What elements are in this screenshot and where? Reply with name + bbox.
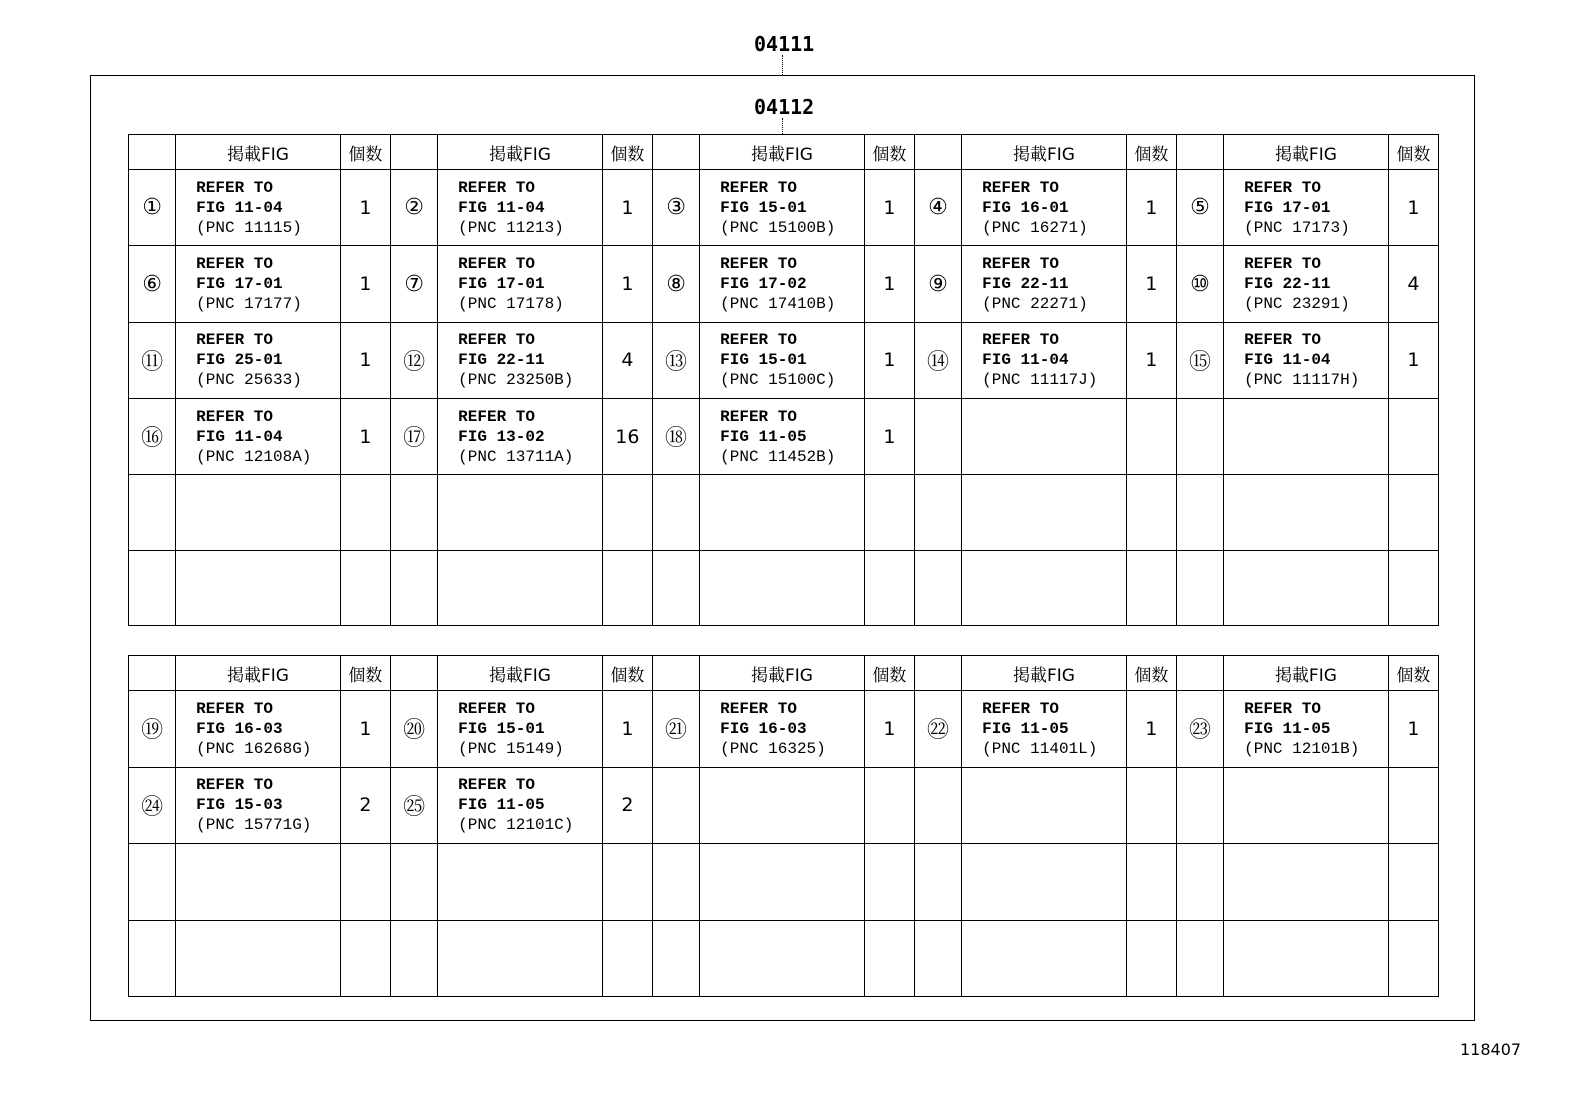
outer-assembly-code: 04111 xyxy=(754,32,815,56)
item-number: ㉔ xyxy=(129,767,176,843)
refer-to-label: REFER TO xyxy=(196,699,273,718)
refer-to-label: REFER TO xyxy=(458,331,535,350)
header-index-cell xyxy=(129,656,176,691)
pnc-code: (PNC 15149) xyxy=(458,739,564,758)
item-number xyxy=(390,475,437,550)
item-number xyxy=(1176,550,1223,625)
quantity xyxy=(340,844,390,920)
quantity xyxy=(1126,399,1176,475)
fig-number: FIG 17-02 xyxy=(720,275,807,294)
item-number xyxy=(652,920,699,996)
fig-number: FIG 15-01 xyxy=(720,198,807,217)
fig-reference xyxy=(1224,550,1389,625)
item-number xyxy=(129,920,176,996)
quantity xyxy=(1388,550,1438,625)
item-number: ⑤ xyxy=(1176,170,1223,246)
refer-to-label: REFER TO xyxy=(1244,699,1321,718)
item-number: ⑥ xyxy=(129,246,176,322)
quantity xyxy=(1388,767,1438,843)
quantity xyxy=(1388,399,1438,475)
quantity xyxy=(1126,475,1176,550)
item-number: ⑲ xyxy=(129,691,176,767)
fig-reference xyxy=(700,246,865,322)
quantity xyxy=(864,767,914,843)
fig-reference xyxy=(1224,475,1389,550)
item-number xyxy=(1176,399,1223,475)
quantity xyxy=(602,550,652,625)
fig-reference xyxy=(176,322,341,398)
refer-to-label: REFER TO xyxy=(1244,178,1321,197)
pnc-code: (PNC 11452B) xyxy=(720,447,836,466)
header-qty: 個数 xyxy=(864,656,914,691)
reference-table-1 xyxy=(128,134,1439,626)
quantity: 1 xyxy=(602,170,652,246)
inner-assembly-code: 04112 xyxy=(754,95,815,119)
item-number: ⑱ xyxy=(652,399,699,475)
fig-reference xyxy=(438,691,603,767)
fig-reference xyxy=(438,170,603,246)
refer-to-label: REFER TO xyxy=(720,407,797,426)
quantity: 1 xyxy=(340,322,390,398)
header-qty: 個数 xyxy=(864,135,914,170)
pnc-code: (PNC 11117H) xyxy=(1244,371,1360,390)
refer-to-label: REFER TO xyxy=(458,407,535,426)
item-number: ⑫ xyxy=(390,322,437,398)
quantity: 1 xyxy=(864,322,914,398)
table-row xyxy=(129,550,1439,625)
fig-reference xyxy=(962,399,1127,475)
fig-reference xyxy=(962,691,1127,767)
fig-reference xyxy=(700,399,865,475)
pnc-code: (PNC 22271) xyxy=(982,295,1088,314)
quantity: 1 xyxy=(864,170,914,246)
quantity: 1 xyxy=(1126,322,1176,398)
quantity xyxy=(1388,844,1438,920)
quantity xyxy=(1126,844,1176,920)
quantity: 1 xyxy=(340,399,390,475)
item-number: ⑧ xyxy=(652,246,699,322)
fig-reference xyxy=(1224,844,1389,920)
item-number xyxy=(129,844,176,920)
quantity: 1 xyxy=(1388,691,1438,767)
fig-reference xyxy=(176,170,341,246)
fig-number: FIG 25-01 xyxy=(196,351,283,370)
refer-to-label: REFER TO xyxy=(720,178,797,197)
table-row xyxy=(129,322,1439,398)
header-fig: 掲載FIG xyxy=(176,656,341,691)
inner-leader-line xyxy=(782,118,783,134)
fig-number: FIG 11-05 xyxy=(1244,719,1331,738)
header-qty: 個数 xyxy=(340,135,390,170)
pnc-code: (PNC 16271) xyxy=(982,218,1088,237)
header-fig: 掲載FIG xyxy=(1224,135,1389,170)
header-fig: 掲載FIG xyxy=(962,656,1127,691)
refer-to-label: REFER TO xyxy=(458,255,535,274)
pnc-code: (PNC 23250B) xyxy=(458,371,574,390)
item-number: ③ xyxy=(652,170,699,246)
quantity: 1 xyxy=(340,170,390,246)
reference-table-2 xyxy=(128,655,1439,997)
fig-reference xyxy=(438,920,603,996)
header-qty: 個数 xyxy=(1126,656,1176,691)
pnc-code: (PNC 17410B) xyxy=(720,295,836,314)
item-number xyxy=(914,550,961,625)
item-number: ㉑ xyxy=(652,691,699,767)
refer-to-label: REFER TO xyxy=(196,255,273,274)
pnc-code: (PNC 17173) xyxy=(1244,218,1350,237)
item-number: ① xyxy=(129,170,176,246)
item-number xyxy=(1176,920,1223,996)
quantity xyxy=(602,920,652,996)
fig-number: FIG 13-02 xyxy=(458,427,545,446)
fig-reference xyxy=(700,844,865,920)
quantity xyxy=(864,920,914,996)
item-number xyxy=(914,399,961,475)
quantity xyxy=(602,475,652,550)
refer-to-label: REFER TO xyxy=(720,255,797,274)
fig-reference xyxy=(438,550,603,625)
refer-to-label: REFER TO xyxy=(196,776,273,795)
fig-number: FIG 16-03 xyxy=(720,719,807,738)
header-index-cell xyxy=(1176,656,1223,691)
fig-reference xyxy=(176,399,341,475)
table-header-row xyxy=(129,135,1439,170)
fig-reference xyxy=(1224,246,1389,322)
refer-to-label: REFER TO xyxy=(458,178,535,197)
quantity: 16 xyxy=(602,399,652,475)
pnc-code: (PNC 25633) xyxy=(196,371,302,390)
pnc-code: (PNC 12101B) xyxy=(1244,739,1360,758)
fig-reference xyxy=(438,844,603,920)
item-number: ⑩ xyxy=(1176,246,1223,322)
quantity xyxy=(602,844,652,920)
fig-reference xyxy=(962,844,1127,920)
header-fig: 掲載FIG xyxy=(962,135,1127,170)
item-number: ⑭ xyxy=(914,322,961,398)
fig-reference xyxy=(438,399,603,475)
header-qty: 個数 xyxy=(1388,656,1438,691)
item-number: ㉒ xyxy=(914,691,961,767)
item-number xyxy=(914,844,961,920)
fig-reference xyxy=(176,475,341,550)
header-qty: 個数 xyxy=(602,656,652,691)
header-qty: 個数 xyxy=(340,656,390,691)
item-number xyxy=(1176,475,1223,550)
header-qty: 個数 xyxy=(602,135,652,170)
quantity: 4 xyxy=(602,322,652,398)
fig-reference xyxy=(962,475,1127,550)
item-number: ⑯ xyxy=(129,399,176,475)
fig-reference xyxy=(1224,691,1389,767)
refer-to-label: REFER TO xyxy=(196,407,273,426)
fig-number: FIG 11-04 xyxy=(196,427,283,446)
quantity xyxy=(1126,550,1176,625)
fig-number: FIG 11-04 xyxy=(458,198,545,217)
header-index-cell xyxy=(390,656,437,691)
item-number: ㉓ xyxy=(1176,691,1223,767)
fig-number: FIG 22-11 xyxy=(458,351,545,370)
item-number: ⑨ xyxy=(914,246,961,322)
header-index-cell xyxy=(652,135,699,170)
fig-number: FIG 11-05 xyxy=(458,796,545,815)
pnc-code: (PNC 17178) xyxy=(458,295,564,314)
table-row xyxy=(129,767,1439,843)
pnc-code: (PNC 12101C) xyxy=(458,816,574,835)
item-number: ⑪ xyxy=(129,322,176,398)
fig-reference xyxy=(700,475,865,550)
fig-reference xyxy=(1224,767,1389,843)
pnc-code: (PNC 11115) xyxy=(196,218,302,237)
pnc-code: (PNC 11117J) xyxy=(982,371,1098,390)
header-fig: 掲載FIG xyxy=(438,656,603,691)
refer-to-label: REFER TO xyxy=(982,331,1059,350)
fig-reference xyxy=(1224,322,1389,398)
quantity xyxy=(340,475,390,550)
quantity: 1 xyxy=(1126,170,1176,246)
fig-number: FIG 17-01 xyxy=(196,275,283,294)
fig-reference xyxy=(438,246,603,322)
quantity xyxy=(1388,475,1438,550)
item-number xyxy=(652,475,699,550)
pnc-code: (PNC 11213) xyxy=(458,218,564,237)
item-number xyxy=(652,550,699,625)
item-number: ⑮ xyxy=(1176,322,1223,398)
quantity xyxy=(864,844,914,920)
header-fig: 掲載FIG xyxy=(1224,656,1389,691)
pnc-code: (PNC 11401L) xyxy=(982,739,1098,758)
item-number: ㉕ xyxy=(390,767,437,843)
quantity: 4 xyxy=(1388,246,1438,322)
fig-reference xyxy=(962,322,1127,398)
fig-reference xyxy=(700,691,865,767)
fig-number: FIG 11-04 xyxy=(196,198,283,217)
fig-reference xyxy=(700,322,865,398)
item-number xyxy=(1176,844,1223,920)
header-index-cell xyxy=(914,656,961,691)
header-fig: 掲載FIG xyxy=(700,656,865,691)
header-index-cell xyxy=(652,656,699,691)
refer-to-label: REFER TO xyxy=(196,331,273,350)
fig-number: FIG 22-11 xyxy=(1244,275,1331,294)
quantity: 2 xyxy=(340,767,390,843)
fig-number: FIG 22-11 xyxy=(982,275,1069,294)
fig-reference xyxy=(176,767,341,843)
item-number xyxy=(652,767,699,843)
fig-reference xyxy=(1224,920,1389,996)
table-row xyxy=(129,399,1439,475)
pnc-code: (PNC 16268G) xyxy=(196,739,312,758)
fig-number: FIG 11-04 xyxy=(982,351,1069,370)
fig-number: FIG 11-04 xyxy=(1244,351,1331,370)
item-number xyxy=(129,550,176,625)
fig-number: FIG 16-01 xyxy=(982,198,1069,217)
refer-to-label: REFER TO xyxy=(982,699,1059,718)
item-number xyxy=(914,767,961,843)
pnc-code: (PNC 15100C) xyxy=(720,371,836,390)
fig-reference xyxy=(1224,399,1389,475)
fig-reference xyxy=(438,767,603,843)
item-number xyxy=(390,550,437,625)
quantity: 1 xyxy=(1126,246,1176,322)
fig-number: FIG 17-01 xyxy=(1244,198,1331,217)
quantity: 1 xyxy=(340,246,390,322)
fig-reference xyxy=(176,550,341,625)
quantity: 1 xyxy=(602,691,652,767)
fig-reference xyxy=(962,767,1127,843)
fig-reference xyxy=(700,550,865,625)
quantity: 1 xyxy=(864,246,914,322)
refer-to-label: REFER TO xyxy=(982,255,1059,274)
refer-to-label: REFER TO xyxy=(1244,255,1321,274)
refer-to-label: REFER TO xyxy=(458,699,535,718)
header-fig: 掲載FIG xyxy=(700,135,865,170)
fig-reference xyxy=(962,170,1127,246)
quantity: 2 xyxy=(602,767,652,843)
quantity: 1 xyxy=(864,399,914,475)
pnc-code: (PNC 15100B) xyxy=(720,218,836,237)
pnc-code: (PNC 13711A) xyxy=(458,447,574,466)
item-number xyxy=(390,844,437,920)
item-number xyxy=(129,475,176,550)
quantity xyxy=(864,475,914,550)
item-number: ⑦ xyxy=(390,246,437,322)
quantity: 1 xyxy=(340,691,390,767)
item-number: ⑰ xyxy=(390,399,437,475)
quantity xyxy=(340,550,390,625)
table-header-row xyxy=(129,656,1439,691)
header-fig: 掲載FIG xyxy=(438,135,603,170)
fig-reference xyxy=(176,691,341,767)
table-row xyxy=(129,920,1439,996)
pnc-code: (PNC 23291) xyxy=(1244,295,1350,314)
fig-reference xyxy=(176,920,341,996)
fig-reference xyxy=(962,550,1127,625)
item-number: ② xyxy=(390,170,437,246)
item-number xyxy=(390,920,437,996)
fig-number: FIG 15-01 xyxy=(458,719,545,738)
table-row xyxy=(129,475,1439,550)
refer-to-label: REFER TO xyxy=(196,178,273,197)
quantity xyxy=(1126,767,1176,843)
fig-reference xyxy=(962,920,1127,996)
fig-number: FIG 15-01 xyxy=(720,351,807,370)
header-index-cell xyxy=(390,135,437,170)
fig-reference xyxy=(1224,170,1389,246)
fig-reference xyxy=(700,920,865,996)
fig-number: FIG 17-01 xyxy=(458,275,545,294)
quantity: 1 xyxy=(602,246,652,322)
fig-reference xyxy=(176,844,341,920)
quantity xyxy=(864,550,914,625)
quantity xyxy=(340,920,390,996)
item-number xyxy=(652,844,699,920)
table-row xyxy=(129,844,1439,920)
quantity: 1 xyxy=(1126,691,1176,767)
fig-number: FIG 16-03 xyxy=(196,719,283,738)
pnc-code: (PNC 15771G) xyxy=(196,816,312,835)
header-index-cell xyxy=(914,135,961,170)
item-number xyxy=(1176,767,1223,843)
header-fig: 掲載FIG xyxy=(176,135,341,170)
figure-id: 118407 xyxy=(1460,1040,1522,1059)
item-number: ④ xyxy=(914,170,961,246)
quantity: 1 xyxy=(1388,322,1438,398)
fig-number: FIG 15-03 xyxy=(196,796,283,815)
quantity xyxy=(1126,920,1176,996)
header-qty: 個数 xyxy=(1388,135,1438,170)
fig-reference xyxy=(700,767,865,843)
refer-to-label: REFER TO xyxy=(1244,331,1321,350)
refer-to-label: REFER TO xyxy=(720,699,797,718)
refer-to-label: REFER TO xyxy=(720,331,797,350)
refer-to-label: REFER TO xyxy=(458,776,535,795)
table-row xyxy=(129,246,1439,322)
outer-leader-line xyxy=(782,55,783,75)
pnc-code: (PNC 16325) xyxy=(720,739,826,758)
quantity: 1 xyxy=(1388,170,1438,246)
refer-to-label: REFER TO xyxy=(982,178,1059,197)
fig-reference xyxy=(438,475,603,550)
item-number xyxy=(914,920,961,996)
header-index-cell xyxy=(1176,135,1223,170)
fig-reference xyxy=(700,170,865,246)
table-row xyxy=(129,170,1439,246)
fig-reference xyxy=(438,322,603,398)
fig-number: FIG 11-05 xyxy=(982,719,1069,738)
item-number: ⑬ xyxy=(652,322,699,398)
quantity: 1 xyxy=(864,691,914,767)
pnc-code: (PNC 17177) xyxy=(196,295,302,314)
fig-reference xyxy=(962,246,1127,322)
item-number xyxy=(914,475,961,550)
fig-reference xyxy=(176,246,341,322)
quantity xyxy=(1388,920,1438,996)
fig-number: FIG 11-05 xyxy=(720,427,807,446)
header-qty: 個数 xyxy=(1126,135,1176,170)
table-row xyxy=(129,691,1439,767)
item-number: ⑳ xyxy=(390,691,437,767)
pnc-code: (PNC 12108A) xyxy=(196,447,312,466)
header-index-cell xyxy=(129,135,176,170)
